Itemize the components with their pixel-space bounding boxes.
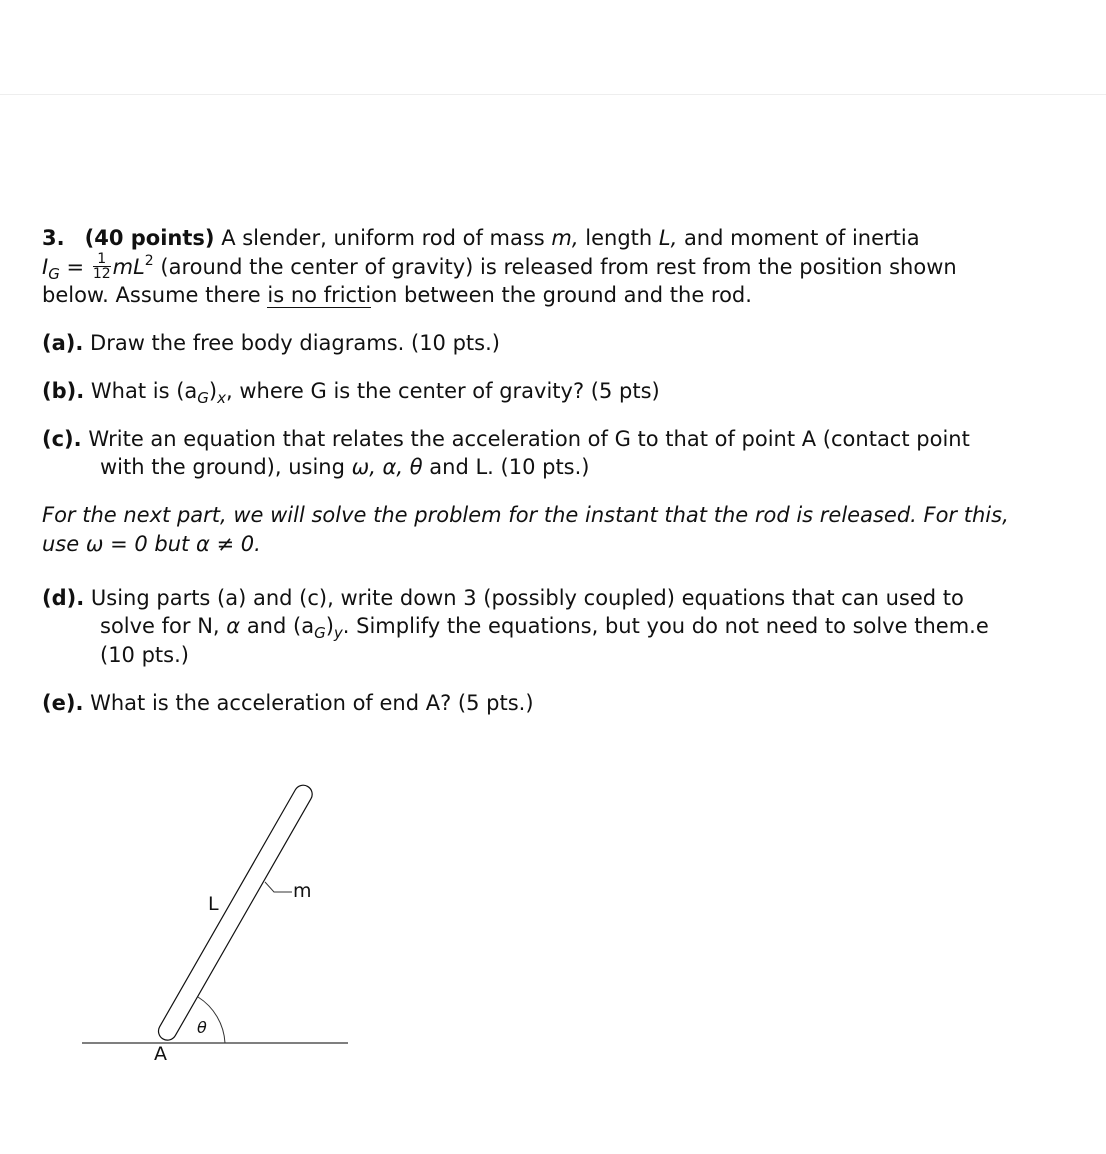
part-b-subscript-x: x <box>217 389 226 407</box>
label-m: m <box>293 880 312 902</box>
note-text-1: For the next part, we will solve the problem for the instant that the rod is released. For this, <box>42 503 1009 527</box>
inertia-exponent: 2 <box>144 253 154 269</box>
inertia-mL: mL <box>112 255 145 279</box>
intro-underlined-text: is no fricti <box>267 283 372 307</box>
part-a-label: (a). <box>42 331 84 355</box>
equals-sign: = <box>66 255 85 279</box>
fraction-denominator: 12 <box>92 265 111 282</box>
part-d-subscript: G <box>314 624 326 642</box>
rod-body <box>155 782 315 1043</box>
part-c-label: (c). <box>42 427 82 451</box>
mass-symbol: m, <box>551 226 579 250</box>
part-c-text-2c: and L. (10 pts.) <box>429 455 590 479</box>
part-e-label: (e). <box>42 691 84 715</box>
part-d-text-2c: and (a <box>246 614 315 638</box>
part-d-text-3: (10 pts.) <box>100 643 189 667</box>
part-b-pre: What is (a <box>90 379 198 403</box>
part-d-text-2d: ) <box>325 614 334 638</box>
part-c-text-2a: with the ground), using <box>100 455 345 479</box>
part-d-alpha: α <box>226 614 241 638</box>
note-text-2: use ω = 0 but α ≠ 0. <box>42 532 261 556</box>
problem-points: (40 points) <box>84 226 215 250</box>
fraction-numerator: 1 <box>93 252 111 267</box>
length-symbol: L, <box>658 226 678 250</box>
part-b-mid: ) <box>208 379 218 403</box>
part-d-text-2e: . Simplify the equations, but you do not need to solve them.e <box>342 614 989 638</box>
part-c-text-1: Write an equation that relates the acceleration of G to that of point A (contact point <box>88 427 970 451</box>
mass-leader-line <box>265 882 292 892</box>
part-d-text-2a: solve for N, <box>100 614 220 638</box>
problem-number: 3. <box>42 226 65 250</box>
part-b-label: (b). <box>42 379 85 403</box>
part-d-label: (d). <box>42 586 85 610</box>
intro-text-5: below. Assume there <box>42 283 261 307</box>
intro-text-1: A slender, uniform rod of mass <box>221 226 545 250</box>
label-A: A <box>154 1043 167 1065</box>
part-b-subscript: G <box>197 389 209 407</box>
part-c-symbols: ω, α, θ <box>351 455 423 479</box>
label-L: L <box>208 893 219 915</box>
part-a-text: Draw the free body diagrams. (10 pts.) <box>90 331 500 355</box>
part-d-subscript-y: y <box>333 624 343 642</box>
intro-text-3: and moment of inertia <box>683 226 920 250</box>
rod <box>155 782 315 1043</box>
label-theta: θ <box>197 1018 207 1037</box>
part-d-text-1: Using parts (a) and (c), write down 3 (possibly coupled) equations that can used to <box>90 586 964 610</box>
inertia-subscript: G <box>48 265 60 283</box>
part-e-text: What is the acceleration of end A? (5 pts.) <box>90 691 534 715</box>
intro-text-6: on between the ground and the rod. <box>371 283 752 307</box>
intro-text-4: (around the center of gravity) is released from rest from the position shown <box>160 255 957 279</box>
inertia-symbol: I <box>42 255 49 279</box>
part-b-post: , where G is the center of gravity? (5 pts) <box>226 379 660 403</box>
intro-text-2: length <box>585 226 653 250</box>
